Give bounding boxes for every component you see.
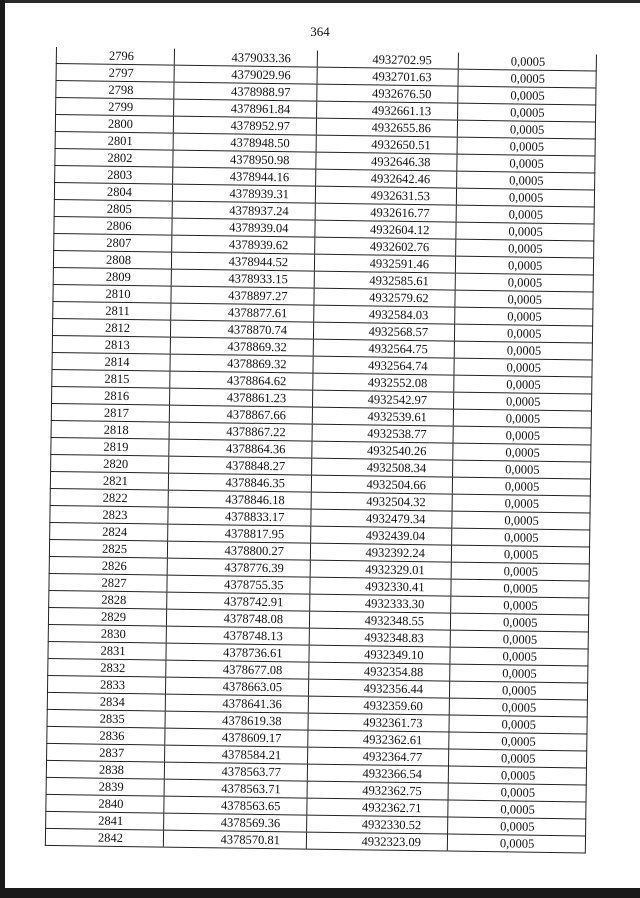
tolerance-cell: 0,0005 (457, 120, 595, 139)
tolerance-cell: 0,0005 (451, 545, 589, 564)
point-number-cell: 2837 (47, 743, 165, 762)
point-number-cell: 2814 (52, 352, 170, 371)
y-coordinate-cell: 4932604.12 (315, 220, 456, 239)
y-coordinate-cell: 4932362.75 (307, 781, 448, 800)
y-coordinate-cell: 4932676.50 (317, 84, 458, 103)
x-coordinate-cell: 4378869.32 (170, 354, 313, 373)
point-number-cell: 2806 (54, 216, 172, 235)
x-coordinate-cell: 4378736.61 (166, 643, 309, 662)
scan-edge-top (0, 0, 640, 3)
point-number-cell: 2813 (52, 335, 170, 354)
x-coordinate-cell: 4378870.74 (170, 320, 313, 339)
y-coordinate-cell: 4932539.61 (312, 407, 453, 426)
tolerance-cell: 0,0005 (454, 324, 592, 343)
point-number-cell: 2800 (55, 115, 173, 134)
point-number-cell: 2842 (45, 828, 163, 847)
y-coordinate-cell: 4932333.30 (310, 594, 451, 613)
y-coordinate-cell: 4932540.26 (312, 441, 453, 460)
point-number-cell: 2841 (46, 811, 164, 830)
point-number-cell: 2827 (49, 573, 167, 592)
y-coordinate-cell: 4932330.52 (307, 815, 448, 834)
tolerance-cell: 0,0005 (449, 715, 587, 734)
y-coordinate-cell: 4932392.24 (310, 543, 451, 562)
x-coordinate-cell: 4379029.96 (174, 65, 317, 84)
point-number-cell: 2808 (53, 250, 171, 269)
y-coordinate-cell: 4932585.61 (314, 271, 455, 290)
tolerance-cell: 0,0005 (453, 392, 591, 411)
tolerance-cell: 0,0005 (452, 494, 590, 513)
y-coordinate-cell: 4932348.83 (309, 628, 450, 647)
y-coordinate-cell: 4932542.97 (312, 390, 453, 409)
y-coordinate-cell: 4932568.57 (313, 322, 454, 341)
x-coordinate-cell: 4378846.18 (168, 490, 311, 509)
point-number-cell: 2823 (50, 505, 168, 524)
x-coordinate-cell: 4378755.35 (167, 575, 310, 594)
coordinates-table-body (45, 47, 596, 853)
y-coordinate-cell: 4932650.51 (316, 135, 457, 154)
tolerance-cell: 0,0005 (456, 188, 594, 207)
tolerance-cell: 0,0005 (448, 817, 586, 836)
point-number-cell: 2820 (51, 454, 169, 473)
x-coordinate-cell: 4379033.36 (174, 49, 317, 67)
point-number-cell: 2815 (52, 369, 170, 388)
tolerance-cell: 0,0005 (452, 477, 590, 496)
x-coordinate-cell: 4378748.13 (166, 626, 309, 645)
y-coordinate-cell: 4932564.75 (313, 339, 454, 358)
y-coordinate-cell: 4932655.86 (316, 118, 457, 137)
tolerance-cell: 0,0005 (453, 409, 591, 428)
y-coordinate-cell: 4932362.61 (308, 730, 449, 749)
x-coordinate-cell: 4378952.97 (173, 116, 316, 135)
tolerance-cell: 0,0005 (454, 358, 592, 377)
tolerance-cell: 0,0005 (456, 239, 594, 258)
point-number-cell: 2812 (52, 318, 170, 337)
point-number-cell: 2802 (55, 148, 173, 167)
tolerance-cell: 0,0005 (449, 681, 587, 700)
tolerance-cell: 0,0005 (448, 783, 586, 802)
tolerance-cell: 0,0005 (452, 511, 590, 530)
tolerance-cell: 0,0005 (448, 766, 586, 785)
y-coordinate-cell: 4932661.13 (317, 101, 458, 120)
x-coordinate-cell: 4378864.62 (170, 371, 313, 390)
x-coordinate-cell: 4378944.52 (171, 252, 314, 271)
point-number-cell: 2835 (47, 709, 165, 728)
tolerance-cell: 0,0005 (451, 562, 589, 581)
point-number-cell: 2840 (46, 794, 164, 813)
y-coordinate-cell: 4932508.34 (312, 458, 453, 477)
y-coordinate-cell: 4932701.63 (317, 67, 458, 86)
y-coordinate-cell: 4932616.77 (315, 203, 456, 222)
scan-edge-bottom (0, 888, 640, 898)
tolerance-cell: 0,0005 (457, 171, 595, 190)
tolerance-cell: 0,0005 (455, 307, 593, 326)
tolerance-cell: 0,0005 (451, 579, 589, 598)
tolerance-cell: 0,0005 (449, 732, 587, 751)
point-number-cell: 2807 (54, 233, 172, 252)
point-number-cell: 2833 (47, 675, 165, 694)
y-coordinate-cell: 4932642.46 (316, 169, 457, 188)
point-number-cell: 2834 (47, 692, 165, 711)
y-coordinate-cell: 4932564.74 (313, 356, 454, 375)
x-coordinate-cell: 4378800.27 (167, 541, 310, 560)
point-number-cell: 2811 (53, 301, 171, 320)
y-coordinate-cell: 4932504.66 (311, 475, 452, 494)
point-number-cell: 2797 (56, 64, 174, 83)
x-coordinate-cell: 4378939.62 (172, 235, 315, 254)
y-coordinate-cell: 4932584.03 (314, 305, 455, 324)
point-number-cell: 2821 (50, 471, 168, 490)
y-coordinate-cell: 4932504.32 (311, 492, 452, 511)
tolerance-cell: 0,0005 (458, 86, 596, 105)
point-number-cell: 2799 (56, 98, 174, 117)
y-coordinate-cell: 4932479.34 (311, 509, 452, 528)
x-coordinate-cell: 4378877.61 (171, 303, 314, 322)
point-number-cell: 2829 (48, 607, 166, 626)
tolerance-cell: 0,0005 (450, 613, 588, 632)
tolerance-cell: 0,0005 (458, 53, 596, 71)
tolerance-cell: 0,0005 (450, 630, 588, 649)
x-coordinate-cell: 4378961.84 (174, 99, 317, 118)
x-coordinate-cell: 4378563.71 (164, 779, 307, 798)
point-number-cell: 2804 (54, 182, 172, 201)
x-coordinate-cell: 4378933.15 (171, 269, 314, 288)
y-coordinate-cell: 4932552.08 (313, 373, 454, 392)
coordinates-table-container (45, 47, 596, 869)
point-number-cell: 2816 (52, 386, 170, 405)
x-coordinate-cell: 4378939.31 (172, 184, 315, 203)
tolerance-cell: 0,0005 (448, 749, 586, 768)
x-coordinate-cell: 4378848.27 (169, 456, 312, 475)
coordinates-table (45, 47, 597, 853)
x-coordinate-cell: 4378776.39 (167, 558, 310, 577)
tolerance-cell: 0,0005 (450, 647, 588, 666)
x-coordinate-cell: 4378584.21 (165, 745, 308, 764)
y-coordinate-cell: 4932329.01 (310, 560, 451, 579)
x-coordinate-cell: 4378861.23 (170, 388, 313, 407)
y-coordinate-cell: 4932348.55 (309, 611, 450, 630)
x-coordinate-cell: 4378609.17 (165, 728, 308, 747)
point-number-cell: 2838 (46, 760, 164, 779)
x-coordinate-cell: 4378869.32 (170, 337, 313, 356)
tolerance-cell: 0,0005 (458, 69, 596, 88)
tolerance-cell: 0,0005 (458, 103, 596, 122)
tolerance-cell: 0,0005 (457, 137, 595, 156)
x-coordinate-cell: 4378748.08 (166, 609, 309, 628)
page-number: 364 (310, 24, 330, 39)
point-number-cell: 2819 (51, 437, 169, 456)
tolerance-cell: 0,0005 (453, 426, 591, 445)
x-coordinate-cell: 4378867.22 (169, 422, 312, 441)
tolerance-cell: 0,0005 (448, 800, 586, 819)
tolerance-cell: 0,0005 (455, 256, 593, 275)
tolerance-cell: 0,0005 (454, 341, 592, 360)
point-number-cell: 2830 (48, 624, 166, 643)
point-number-cell: 2817 (51, 403, 169, 422)
x-coordinate-cell: 4378944.16 (173, 167, 316, 186)
tolerance-cell: 0,0005 (453, 460, 591, 479)
y-coordinate-cell: 4932359.60 (308, 696, 449, 715)
tolerance-cell: 0,0005 (451, 596, 589, 615)
scan-edge-left (0, 0, 5, 898)
tolerance-cell: 0,0005 (449, 698, 587, 717)
x-coordinate-cell: 4378742.91 (167, 592, 310, 611)
tolerance-cell: 0,0005 (454, 375, 592, 394)
x-coordinate-cell: 4378897.27 (171, 286, 314, 305)
y-coordinate-cell: 4932538.77 (312, 424, 453, 443)
x-coordinate-cell: 4378663.05 (165, 677, 308, 696)
y-coordinate-cell: 4932330.41 (310, 577, 451, 596)
point-number-cell: 2832 (48, 658, 166, 677)
y-coordinate-cell: 4932366.54 (307, 764, 448, 783)
y-coordinate-cell: 4932362.71 (307, 798, 448, 817)
y-coordinate-cell: 4932702.95 (317, 51, 458, 69)
point-number-cell: 2810 (53, 284, 171, 303)
x-coordinate-cell: 4378641.36 (165, 694, 308, 713)
point-number-cell: 2822 (50, 488, 168, 507)
x-coordinate-cell: 4378563.65 (164, 796, 307, 815)
point-number-cell: 2805 (54, 199, 172, 218)
point-number-cell: 2825 (49, 539, 167, 558)
y-coordinate-cell: 4932631.53 (315, 186, 456, 205)
y-coordinate-cell: 4932364.77 (308, 747, 449, 766)
tolerance-cell: 0,0005 (455, 273, 593, 292)
x-coordinate-cell: 4378939.04 (172, 218, 315, 237)
y-coordinate-cell: 4932646.38 (316, 152, 457, 171)
point-number-cell: 2796 (56, 47, 174, 65)
tolerance-cell: 0,0005 (450, 664, 588, 683)
point-number-cell: 2836 (47, 726, 165, 745)
x-coordinate-cell: 4378937.24 (172, 201, 315, 220)
tolerance-cell: 0,0005 (456, 205, 594, 224)
point-number-cell: 2809 (53, 267, 171, 286)
y-coordinate-cell: 4932602.76 (315, 237, 456, 256)
x-coordinate-cell: 4378867.66 (169, 405, 312, 424)
point-number-cell: 2826 (49, 556, 167, 575)
tolerance-cell: 0,0005 (457, 154, 595, 173)
tolerance-cell: 0,0005 (452, 528, 590, 547)
tolerance-cell: 0,0005 (455, 290, 593, 309)
y-coordinate-cell: 4932439.04 (311, 526, 452, 545)
y-coordinate-cell: 4932361.73 (308, 713, 449, 732)
point-number-cell: 2803 (55, 165, 173, 184)
x-coordinate-cell: 4378846.35 (168, 473, 311, 492)
x-coordinate-cell: 4378677.08 (166, 660, 309, 679)
y-coordinate-cell: 4932579.62 (314, 288, 455, 307)
y-coordinate-cell: 4932591.46 (314, 254, 455, 273)
point-number-cell: 2818 (51, 420, 169, 439)
x-coordinate-cell: 4378619.38 (165, 711, 308, 730)
point-number-cell: 2801 (55, 131, 173, 150)
x-coordinate-cell: 4378569.36 (164, 813, 307, 832)
point-number-cell: 2831 (48, 641, 166, 660)
x-coordinate-cell: 4378948.50 (173, 133, 316, 152)
x-coordinate-cell: 4378950.98 (173, 150, 316, 169)
point-number-cell: 2839 (46, 777, 164, 796)
y-coordinate-cell: 4932349.10 (309, 645, 450, 664)
y-coordinate-cell: 4932354.88 (309, 662, 450, 681)
x-coordinate-cell: 4378817.95 (168, 524, 311, 543)
y-coordinate-cell: 4932323.09 (306, 832, 447, 851)
y-coordinate-cell: 4932356.44 (308, 679, 449, 698)
tolerance-cell: 0,0005 (447, 834, 585, 853)
point-number-cell: 2828 (49, 590, 167, 609)
x-coordinate-cell: 4378563.77 (164, 762, 307, 781)
tolerance-cell: 0,0005 (456, 222, 594, 241)
x-coordinate-cell: 4378570.81 (163, 830, 306, 849)
x-coordinate-cell: 4378833.17 (168, 507, 311, 526)
tolerance-cell: 0,0005 (453, 443, 591, 462)
point-number-cell: 2824 (50, 522, 168, 541)
x-coordinate-cell: 4378988.97 (174, 82, 317, 101)
x-coordinate-cell: 4378864.36 (169, 439, 312, 458)
point-number-cell: 2798 (56, 81, 174, 100)
